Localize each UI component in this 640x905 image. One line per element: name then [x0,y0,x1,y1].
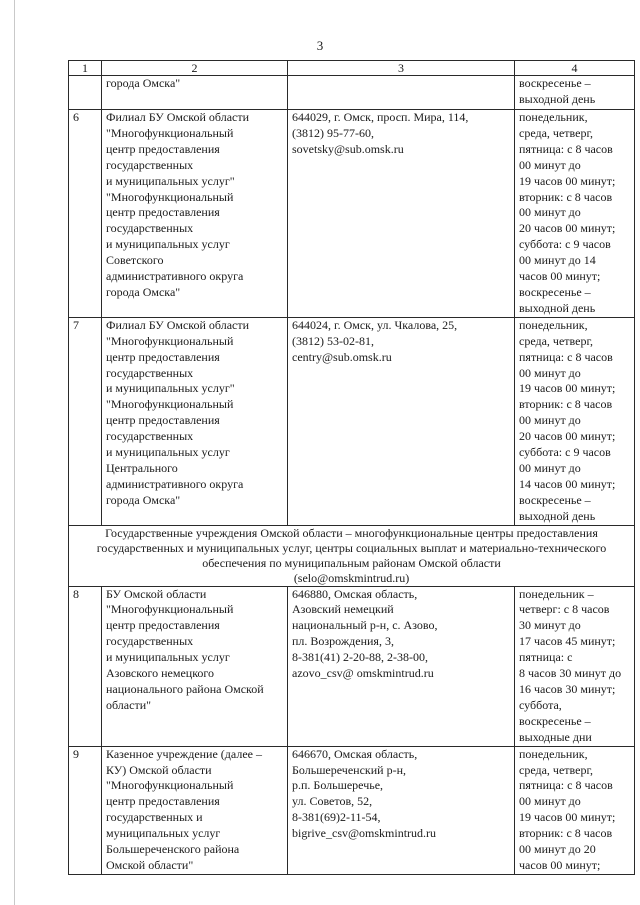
row-number-cell: 9 [69,746,102,874]
section-header-row [69,525,635,586]
column-number: 3 [288,61,515,76]
name-cell: Филиал БУ Омской области "Многофункциональный центр предоставления государственных и муниципальных услуг" "Многофункциональный центр предоставления государственных и муниципальных услуг Советского административного округа города Омска" [102,110,288,318]
table-row-continuation [69,76,635,110]
row-number-cell: 8 [69,586,102,746]
address-cell: 646880, Омская область, Азовский немецкий национальный р-н, с. Азово, пл. Возрождения, 3, 8-381(41) 2-20-88, 2-38-00, azovo_csv@ omskmintrud.ru [288,586,515,746]
hours-cell: понедельник, среда, четверг, пятница: с 8 часов 00 минут до 19 часов 00 минут; вторник: с 8 часов 00 минут до 20 часов 00 минут; [515,746,635,874]
services-table [68,60,635,875]
name-cell: города Омска" [102,76,288,110]
page-number: 3 [316,38,324,53]
hours-cell: понедельник – четверг: с 8 часов 30 минут до 17 часов 45 минут; пятница: с 8 часов 30 минут до 16 часов 30 минут; суббота, воскресенье – выходные дни [515,586,635,746]
hours-cell: понедельник, среда, четверг, пятница: с 8 часов 00 минут до 19 часов 00 минут; вторник: с 8 часов 00 минут до 20 часов 00 минут; суббота: с 9 часов 00 минут до 14 часов 00 минут; воскресенье – выходной день [515,110,635,318]
row-number-cell: 7 [69,317,102,525]
address-cell [288,76,515,110]
table-row [69,586,635,746]
table-row [69,110,635,318]
address-cell: 644029, г. Омск, просп. Мира, 114, (3812) 95-77-60, sovetsky@sub.omsk.ru [288,110,515,318]
name-cell: БУ Омской области "Многофункциональный центр предоставления государственных и муниципальных услуг Азовского немецкого национального района Омской области" [102,586,288,746]
address-cell: 646670, Омская область, Большереченский р-н, р.п. Большеречье, ул. Советов, 52, 8-381(69)2-11-54, bigrive_csv@omskmintrud.ru [288,746,515,874]
row-number-cell: 6 [69,110,102,318]
row-number-cell [69,76,102,110]
hours-cell: понедельник, среда, четверг, пятница: с 8 часов 00 минут до 19 часов 00 минут; вторник: с 8 часов 00 минут до 20 часов 00 минут; суббота: с 9 часов 00 минут до 14 часов 00 минут; воскресенье – выходной день [515,317,635,525]
column-numbers-row [69,61,635,76]
column-number: 4 [515,61,635,76]
section-title: Государственные учреждения Омской области – многофункциональные центры предоставления государственных и муниципальных услуг, центры социальных выплат и материально-технического обеспечения по муниципальным районам Омской области (selo@omskmintrud.ru) [69,525,635,586]
address-cell: 644024, г. Омск, ул. Чкалова, 25, (3812) 53-02-81, centry@sub.omsk.ru [288,317,515,525]
scan-edge [14,0,15,905]
hours-cell: воскресенье – выходной день [515,76,635,110]
name-cell: Филиал БУ Омской области "Многофункциональный центр предоставления государственных и муниципальных услуг" "Многофункциональный центр предоставления государственных и муниципальных услуг Центрального административного округа города Омска" [102,317,288,525]
table-row [69,746,635,874]
table-row [69,317,635,525]
name-cell: Казенное учреждение (далее – КУ) Омской области "Многофункциональный центр предоставления государственных и муниципальных услуг Большереченского района Омской области" [102,746,288,874]
column-number: 1 [69,61,102,76]
column-number: 2 [102,61,288,76]
